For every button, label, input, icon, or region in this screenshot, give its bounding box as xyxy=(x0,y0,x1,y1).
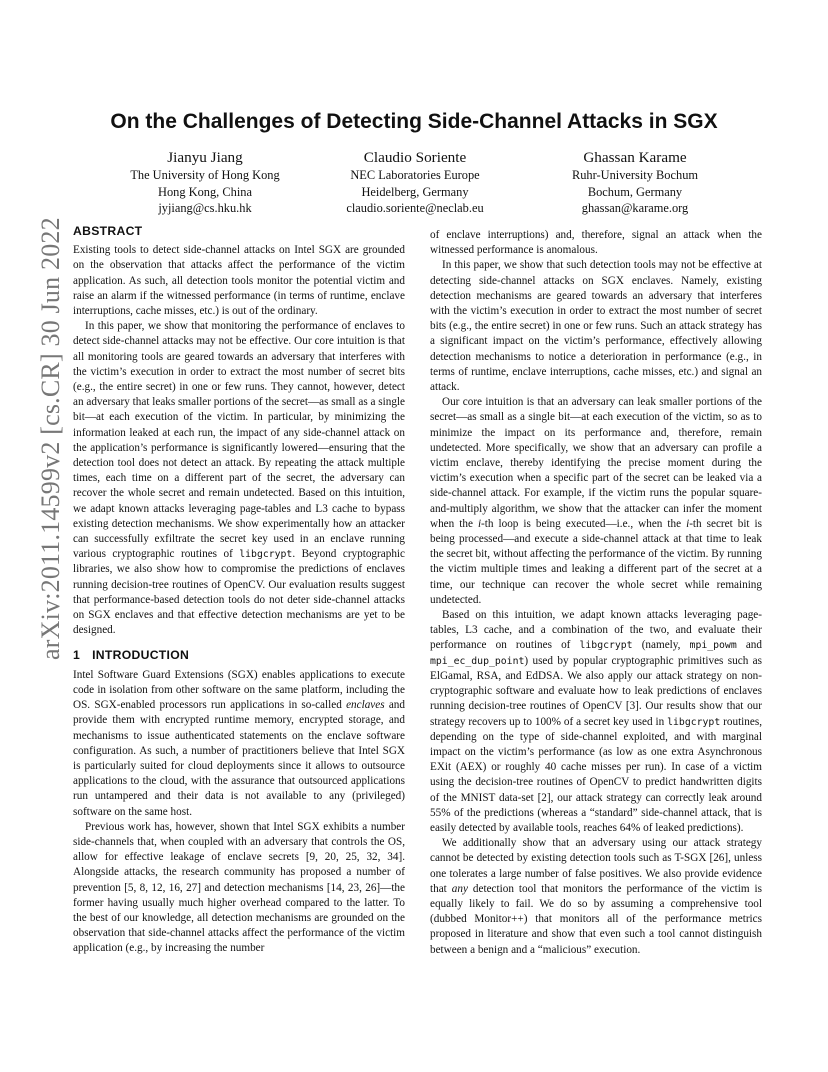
text-run: and xyxy=(736,639,762,652)
abstract-paragraph-1: Existing tools to detect side-channel attacks on Intel SGX are grounded on the observation that attacks affect the performance of the victim application. As such, all detection tools monitor the potential victim and raise an alarm if the witnessed performance (in terms of runtime, enclave interruptions, cache misses, etc.) is out of the ordinary. xyxy=(73,244,405,318)
text-run: (namely, xyxy=(632,639,690,652)
author-block-2 xyxy=(305,148,525,217)
author-email: claudio.soriente@neclab.eu xyxy=(346,201,484,215)
abstract-heading: ABSTRACT xyxy=(73,224,143,238)
author-affiliation: The University of Hong Kong xyxy=(130,168,280,182)
author-name: Claudio Soriente xyxy=(363,149,467,166)
text-run: . Beyond cryptographic libraries, we also show how to compromise the predictions of enclaves running decision-tree routines of OpenCV. Our evaluation results suggest that performance-based detection tools do not deter side-channel attacks on SGX enclaves and that effective detection mechanisms are yet to be designed. xyxy=(73,548,405,637)
author-email: jyjiang@cs.hku.hk xyxy=(158,201,252,215)
code-libgcrypt: libgcrypt xyxy=(239,549,293,561)
author-name: Ghassan Karame xyxy=(583,149,687,166)
author-location: Bochum, Germany xyxy=(587,184,683,199)
author-affiliation: Ruhr-University Bochum xyxy=(571,168,699,182)
left-column xyxy=(73,224,405,957)
paper-title: On the Challenges of Detecting Side-Channel Attacks in SGX xyxy=(110,110,718,133)
right-column xyxy=(430,228,762,958)
author-affiliation: NEC Laboratories Europe xyxy=(350,168,480,182)
intro-paragraph-1 xyxy=(73,668,405,820)
text-run: Our core intuition is that an adversary can leak smaller portions of the secret—as small as a single bit—at each execution of the victim, so as to minimize the impact on its performance and, therefore, remain undetected. More specifically, we show that an adversary can profile a victim enclave, thereby identifying the precise moment during the victim’s execution when a specific part of the secret can be leaked via a side-channel attack. For example, if the victim runs the popular square-and-multiply algorithm, we show that the attacker can infer the moment when the xyxy=(430,396,762,530)
author-email: ghassan@karame.org xyxy=(581,201,689,215)
text-run: routines, depending on the type of side-channel exploited, and with marginal impact on the victim’s performance (as low as one extra Asynchronous EXit (AEX) or roughly 40 cache misses per run). In case of a victim using the decision-tree routines of OpenCV to predict handwritten digits of the MNIST data-set [2], our attack strategy can correctly leak around 55% of the predictions (whereas a “standard” side-channel attack, that is easily detected by available tools, reaches 64% of leaked predictions). xyxy=(430,715,762,834)
intro-paragraph-6 xyxy=(430,836,762,958)
text-run: and provide them with encrypted runtime memory, encrypted storage, and mechanisms to issue authenticated statements on the enclave software configuration. As such, a number of practitioners believe that Intel SGX is particularly suited for cloud deployments since it allows to outsource applications to the cloud, with the assurance that outsourced applications run untampered and their data is not available to any (privileged) software on the same host. xyxy=(73,699,405,818)
author-block-1 xyxy=(95,148,315,217)
abstract-paragraph-2 xyxy=(73,319,405,638)
code-libgcrypt: libgcrypt xyxy=(579,640,633,652)
section-number: 1 xyxy=(73,648,81,663)
text-run: We additionally show that an adversary using our attack strategy cannot be detected by existing detection tools such as T-SGX [26], unless one tolerates a large number of false positives. We also provide evidence that xyxy=(430,837,762,895)
emphasis-any: any xyxy=(451,882,468,895)
text-run: Intel Software Guard Extensions (SGX) enables applications to execute code in isolation from other software on the same platform, including the OS. SGX-enabled processors run applications in so-called xyxy=(73,668,405,712)
emphasis-enclaves: enclaves xyxy=(346,699,385,712)
math-i: i xyxy=(686,517,690,530)
intro-paragraph-4 xyxy=(430,395,762,608)
math-i: i xyxy=(477,517,482,530)
text-run: In this paper, we show that monitoring the performance of enclaves to detect side-channel attacks may not be effective. Our core intuition is that all monitoring tools are geared towards an adversary that interferes with the victim’s execution in order to extract the most number of secret bits (e.g., the entire secret) in one or few runs. They cannot, however, detect an adversary that leaks smaller portions of the secret—as small as a single bit—at each execution of the victim. In particular, by minimizing the information leaked at each run, the impact of any side-channel attack on the application’s performance is significantly lowered—ensuring that the detection tool does not detect an attack. By repeating the attack multiple times, each time on a different part of the secret, the adversary can recover the whole secret and remain undetected. Based on this intuition, we adapt known attacks leveraging page-tables and L3 cache to bypass existing detection mechanisms. We show experimentally how an attacker can successfully exfiltrate the secret key used in an enclave running various cryptographic routines of xyxy=(73,320,405,561)
introduction-heading xyxy=(73,648,405,663)
text-run: Based on this intuition, we adapt known attacks leveraging page-tables, L3 cache, and a combination of the two, and evaluate their performance on routines of xyxy=(430,609,762,652)
author-location: Hong Kong, China xyxy=(158,184,252,199)
intro-paragraph-2: Previous work has, however, shown that Intel SGX exhibits a number side-channels that, when coupled with an adversary that controls the OS, allow for effective leakage of enclave secrets [9, 20, 25, 32, 34]. Alongside attacks, the research community has proposed a number of prevention [5, 8, 12, 16, 27] and detection mechanisms [14, 23, 26]—the former having usually much higher overhead compared to the latter. To the best of our knowledge, all detection mechanisms are grounded on the observation that side-channel attacks affect the performance of the victim application (e.g., by increasing the number xyxy=(73,820,405,955)
code-mpi-ec-dup-point: mpi_ec_dup_point xyxy=(430,655,525,667)
section-title: INTRODUCTION xyxy=(92,648,190,663)
intro-paragraph-5 xyxy=(430,608,762,836)
author-block-3 xyxy=(525,148,745,217)
intro-paragraph-continued: of enclave interruptions) and, therefore, signal an attack when the witnessed performance is anomalous. xyxy=(430,229,762,257)
arxiv-sidebar xyxy=(0,0,65,1072)
text-run: ) used by popular cryptographic primitives such as ElGamal, RSA, and EdDSA. We also apply our attack strategy on non-cryptographic software and evaluate how to leak predictions of enclaves running decision-tree routines of OpenCV [3]. Our results show that our strategy recovers up to 100% of a secret key used in xyxy=(430,654,762,728)
text-run: -th secret bit is being processed—and execute a side-channel attack at that time to leak the secret bit, without affecting the performance of the victim. By running the victim multiple times and leaking a different part of the secret at a time, our technique can recover the whole secret while remaining undetected. xyxy=(430,517,763,606)
text-run: -th loop is being executed—i.e., when the xyxy=(481,517,687,530)
author-name: Jianyu Jiang xyxy=(167,149,243,166)
arxiv-identifier: arXiv:2011.14599v2 [cs.CR] 30 Jun 2022 xyxy=(36,217,65,660)
code-mpi-powm: mpi_powm xyxy=(689,640,737,652)
intro-paragraph-3: In this paper, we show that such detection tools may not be effective at detecting side-channel attacks on SGX enclaves. Namely, existing detection mechanisms are geared towards an adversary that interferes with the victim’s execution in order to extract the most number of secret bits (e.g., the entire secret) in one or few runs. Such an attack strategy has a significant impact on the victim’s performance, effectively allowing detection mechanisms to notice a deterioration in performance (e.g., in terms of runtime, enclave interruptions, cache misses, etc.) and signal an attack. xyxy=(430,259,762,394)
text-run: detection tool that monitors the performance of the victim is equally likely to fail. We do so by assuming a comprehensive tool (dubbed Monitor++) that monitors all of the performance metrics proposed in literature and show that even such a tool cannot distinguish between a benign and a “malicious” execution. xyxy=(430,882,762,956)
author-location: Heidelberg, Germany xyxy=(361,184,469,199)
code-libgcrypt: libgcrypt xyxy=(667,716,721,728)
